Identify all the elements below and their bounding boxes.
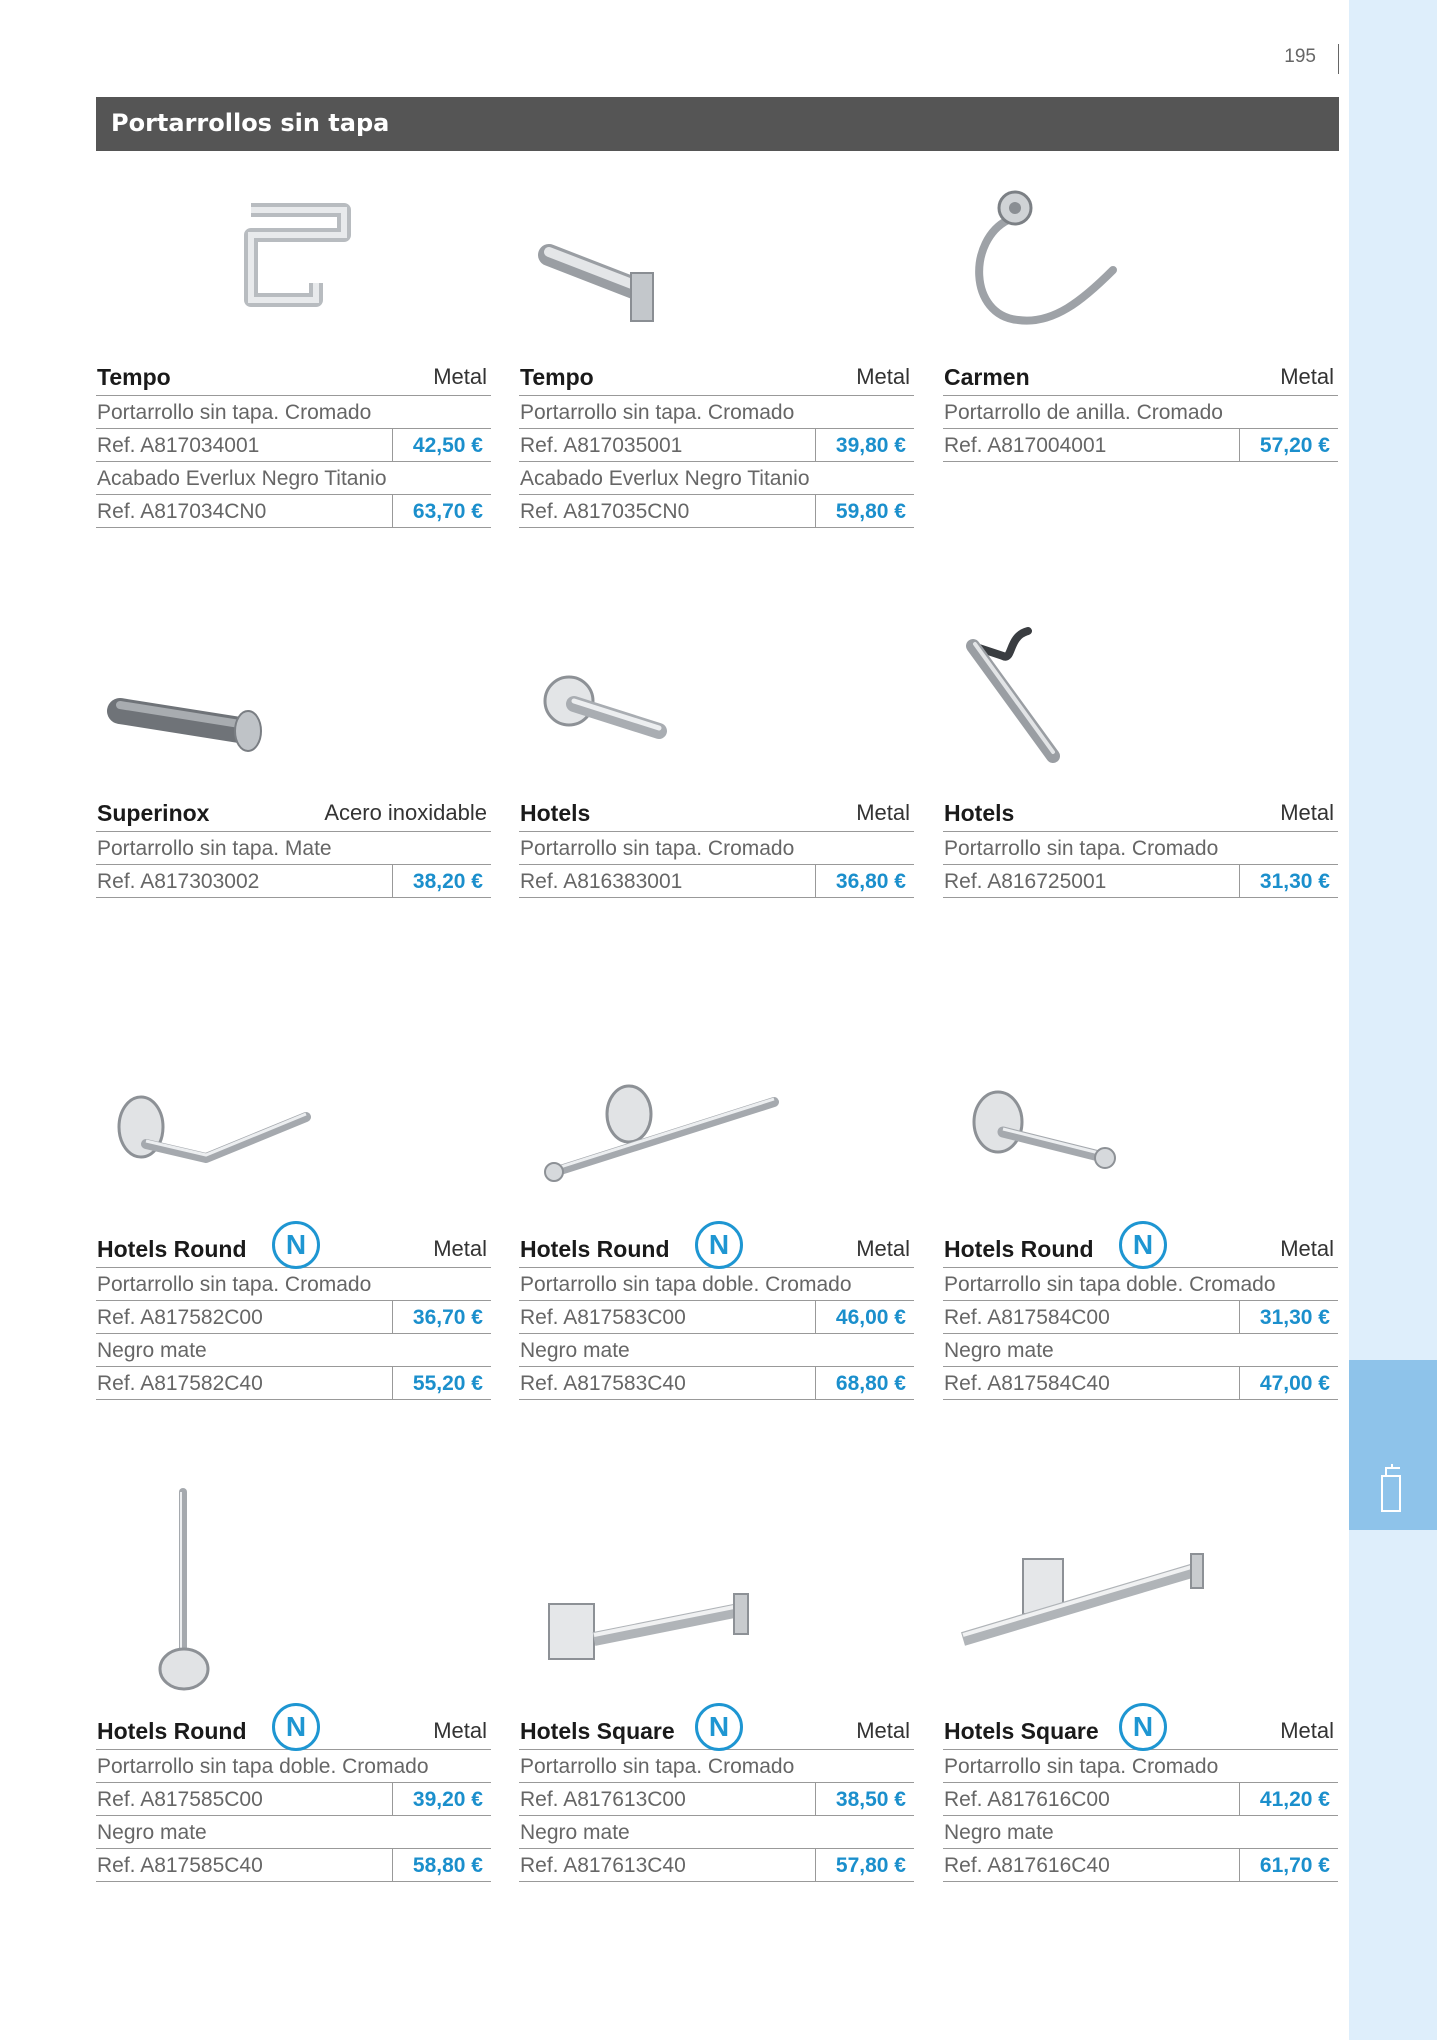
new-badge: N <box>695 1221 743 1269</box>
reference-row <box>943 1301 1338 1334</box>
price-cell <box>392 429 491 461</box>
side-strip <box>1349 0 1437 2040</box>
product-card <box>519 791 914 898</box>
product-header <box>519 1709 914 1750</box>
reference-code: Ref. A817035CN0 <box>520 500 690 523</box>
row-text: Negro mate <box>944 1821 1054 1844</box>
row-text: Negro mate <box>944 1339 1054 1362</box>
new-badge: N <box>1119 1703 1167 1751</box>
price: 39,80 € <box>835 434 906 457</box>
new-badge: N <box>272 1221 320 1269</box>
description-row <box>943 1750 1338 1783</box>
product-header <box>96 791 491 832</box>
product-material: Metal <box>856 364 910 389</box>
reference-row <box>943 1849 1338 1882</box>
product-name: Tempo <box>520 364 594 390</box>
product-header <box>519 1227 914 1268</box>
price: 47,00 € <box>1259 1372 1330 1395</box>
price: 63,70 € <box>412 500 483 523</box>
product-name: Hotels Square <box>944 1718 1099 1744</box>
reference-code: Ref. A817583C40 <box>520 1372 686 1395</box>
price: 36,80 € <box>835 870 906 893</box>
page-number-divider <box>1338 44 1339 74</box>
product-material: Metal <box>1280 1718 1334 1743</box>
product-material: Metal <box>856 1718 910 1743</box>
product-material: Metal <box>856 800 910 825</box>
price: 59,80 € <box>835 500 906 523</box>
section-header <box>96 97 1339 151</box>
product-image <box>519 180 914 350</box>
reference-code: Ref. A817584C00 <box>944 1306 1110 1329</box>
description-row <box>943 1334 1338 1367</box>
product-card <box>519 355 914 528</box>
reference-code: Ref. A816383001 <box>520 870 683 893</box>
product-image <box>943 1052 1338 1222</box>
new-badge: N <box>1119 1221 1167 1269</box>
product-image <box>96 616 491 786</box>
description-row <box>519 1334 914 1367</box>
price: 57,80 € <box>835 1854 906 1877</box>
description-row <box>519 396 914 429</box>
description-row <box>519 1268 914 1301</box>
price-cell <box>392 865 491 897</box>
reference-code: Ref. A817613C40 <box>520 1854 686 1877</box>
price: 31,30 € <box>1259 870 1330 893</box>
reference-row <box>519 495 914 528</box>
product-material: Metal <box>1280 800 1334 825</box>
product-name: Hotels Round <box>97 1718 247 1744</box>
product-card <box>943 791 1338 898</box>
row-text: Acabado Everlux Negro Titanio <box>97 467 387 490</box>
product-material: Metal <box>1280 364 1334 389</box>
reference-code: Ref. A817303002 <box>97 870 260 893</box>
dispenser-icon <box>1378 1463 1404 1513</box>
product-image <box>943 180 1338 350</box>
row-text: Portarrollo sin tapa. Cromado <box>520 1755 795 1778</box>
product-header <box>943 791 1338 832</box>
price-cell <box>1239 429 1338 461</box>
page-number: 195 <box>1284 46 1316 67</box>
product-header <box>96 355 491 396</box>
row-text: Negro mate <box>520 1339 630 1362</box>
product-image <box>943 1534 1338 1704</box>
price-cell <box>815 495 914 527</box>
product-image <box>96 1484 491 1704</box>
row-text: Portarrollo sin tapa. Cromado <box>520 837 795 860</box>
price: 42,50 € <box>412 434 483 457</box>
product-image <box>96 1052 491 1222</box>
reference-row <box>519 1301 914 1334</box>
reference-code: Ref. A817585C40 <box>97 1854 263 1877</box>
row-text: Portarrollo sin tapa. Mate <box>97 837 332 860</box>
reference-code: Ref. A816725001 <box>944 870 1107 893</box>
price-cell <box>392 1783 491 1815</box>
description-row <box>96 396 491 429</box>
reference-row <box>943 1367 1338 1400</box>
row-text: Portarrollo sin tapa. Cromado <box>97 1273 372 1296</box>
product-name: Tempo <box>97 364 171 390</box>
reference-row <box>96 1301 491 1334</box>
product-card <box>943 1709 1338 1882</box>
row-text: Negro mate <box>520 1821 630 1844</box>
price-cell <box>815 1367 914 1399</box>
description-row <box>96 1816 491 1849</box>
price-cell <box>1239 1849 1338 1881</box>
product-card <box>519 1227 914 1400</box>
price: 68,80 € <box>835 1372 906 1395</box>
product-material: Metal <box>433 1236 487 1261</box>
description-row <box>519 832 914 865</box>
reference-row <box>96 429 491 462</box>
reference-code: Ref. A817585C00 <box>97 1788 263 1811</box>
description-row <box>96 1750 491 1783</box>
product-material: Acero inoxidable <box>324 800 487 825</box>
price-cell <box>815 1301 914 1333</box>
reference-row <box>519 1849 914 1882</box>
reference-code: Ref. A817616C00 <box>944 1788 1110 1811</box>
description-row <box>943 1816 1338 1849</box>
price: 31,30 € <box>1259 1306 1330 1329</box>
product-image <box>519 1534 914 1704</box>
section-title: Portarrollos sin tapa <box>111 109 390 137</box>
product-material: Metal <box>856 1236 910 1261</box>
row-text: Portarrollo sin tapa doble. Cromado <box>520 1273 852 1296</box>
product-name: Hotels Round <box>944 1236 1094 1262</box>
reference-row <box>96 495 491 528</box>
product-card <box>96 791 491 898</box>
product-name: Hotels Round <box>520 1236 670 1262</box>
price: 38,20 € <box>412 870 483 893</box>
product-header <box>519 355 914 396</box>
row-text: Negro mate <box>97 1821 207 1844</box>
new-badge: N <box>272 1703 320 1751</box>
reference-row <box>519 1783 914 1816</box>
row-text: Negro mate <box>97 1339 207 1362</box>
description-row <box>519 1750 914 1783</box>
product-image <box>96 180 491 350</box>
reference-row <box>96 1849 491 1882</box>
price-cell <box>392 1849 491 1881</box>
product-name: Hotels Square <box>520 1718 675 1744</box>
reference-code: Ref. A817584C40 <box>944 1372 1110 1395</box>
reference-code: Ref. A817613C00 <box>520 1788 686 1811</box>
price-cell <box>815 865 914 897</box>
price-cell <box>392 495 491 527</box>
row-text: Portarrollo sin tapa. Cromado <box>944 1755 1219 1778</box>
product-name: Superinox <box>97 800 210 826</box>
description-row <box>943 1268 1338 1301</box>
price: 36,70 € <box>412 1306 483 1329</box>
price-cell <box>1239 1783 1338 1815</box>
reference-code: Ref. A817034CN0 <box>97 500 267 523</box>
new-badge: N <box>695 1703 743 1751</box>
product-header <box>943 1709 1338 1750</box>
price: 39,20 € <box>412 1788 483 1811</box>
product-card <box>519 1709 914 1882</box>
row-text: Portarrollo de anilla. Cromado <box>944 401 1223 424</box>
description-row <box>96 462 491 495</box>
price-cell <box>392 1367 491 1399</box>
reference-row <box>943 1783 1338 1816</box>
row-text: Portarrollo sin tapa doble. Cromado <box>944 1273 1276 1296</box>
price: 61,70 € <box>1259 1854 1330 1877</box>
product-image <box>519 1052 914 1222</box>
product-material: Metal <box>433 364 487 389</box>
reference-code: Ref. A817616C40 <box>944 1854 1110 1877</box>
product-material: Metal <box>1280 1236 1334 1261</box>
price: 38,50 € <box>835 1788 906 1811</box>
product-name: Carmen <box>944 364 1030 390</box>
row-text: Acabado Everlux Negro Titanio <box>520 467 810 490</box>
product-header <box>96 1227 491 1268</box>
product-card <box>943 1227 1338 1400</box>
product-name: Hotels <box>520 800 591 826</box>
description-row <box>519 1816 914 1849</box>
price: 58,80 € <box>412 1854 483 1877</box>
description-row <box>943 832 1338 865</box>
product-card <box>96 1709 491 1882</box>
product-card <box>96 1227 491 1400</box>
price: 46,00 € <box>835 1306 906 1329</box>
reference-row <box>943 865 1338 898</box>
row-text: Portarrollo sin tapa. Cromado <box>520 401 795 424</box>
price: 55,20 € <box>412 1372 483 1395</box>
price-cell <box>815 1849 914 1881</box>
product-header <box>519 791 914 832</box>
price: 41,20 € <box>1259 1788 1330 1811</box>
description-row <box>96 1334 491 1367</box>
product-name: Hotels <box>944 800 1015 826</box>
description-row <box>96 832 491 865</box>
reference-row <box>519 1367 914 1400</box>
product-header <box>943 1227 1338 1268</box>
reference-code: Ref. A817004001 <box>944 434 1107 457</box>
description-row <box>96 1268 491 1301</box>
price-cell <box>1239 1367 1338 1399</box>
reference-code: Ref. A817035001 <box>520 434 683 457</box>
row-text: Portarrollo sin tapa doble. Cromado <box>97 1755 429 1778</box>
reference-code: Ref. A817034001 <box>97 434 260 457</box>
reference-row <box>519 865 914 898</box>
price-cell <box>815 1783 914 1815</box>
reference-row <box>519 429 914 462</box>
reference-row <box>96 1367 491 1400</box>
product-image <box>943 616 1338 786</box>
description-row <box>519 462 914 495</box>
product-image <box>519 616 914 786</box>
product-header <box>943 355 1338 396</box>
description-row <box>943 396 1338 429</box>
row-text: Portarrollo sin tapa. Cromado <box>944 837 1219 860</box>
reference-code: Ref. A817582C00 <box>97 1306 263 1329</box>
reference-code: Ref. A817582C40 <box>97 1372 263 1395</box>
product-name: Hotels Round <box>97 1236 247 1262</box>
price-cell <box>1239 1301 1338 1333</box>
product-card <box>943 355 1338 462</box>
reference-row <box>943 429 1338 462</box>
product-material: Metal <box>433 1718 487 1743</box>
reference-code: Ref. A817583C00 <box>520 1306 686 1329</box>
reference-row <box>96 1783 491 1816</box>
price-cell <box>1239 865 1338 897</box>
price-cell <box>815 429 914 461</box>
price-cell <box>392 1301 491 1333</box>
reference-row <box>96 865 491 898</box>
price: 57,20 € <box>1259 434 1330 457</box>
product-header <box>96 1709 491 1750</box>
row-text: Portarrollo sin tapa. Cromado <box>97 401 372 424</box>
product-card <box>96 355 491 528</box>
